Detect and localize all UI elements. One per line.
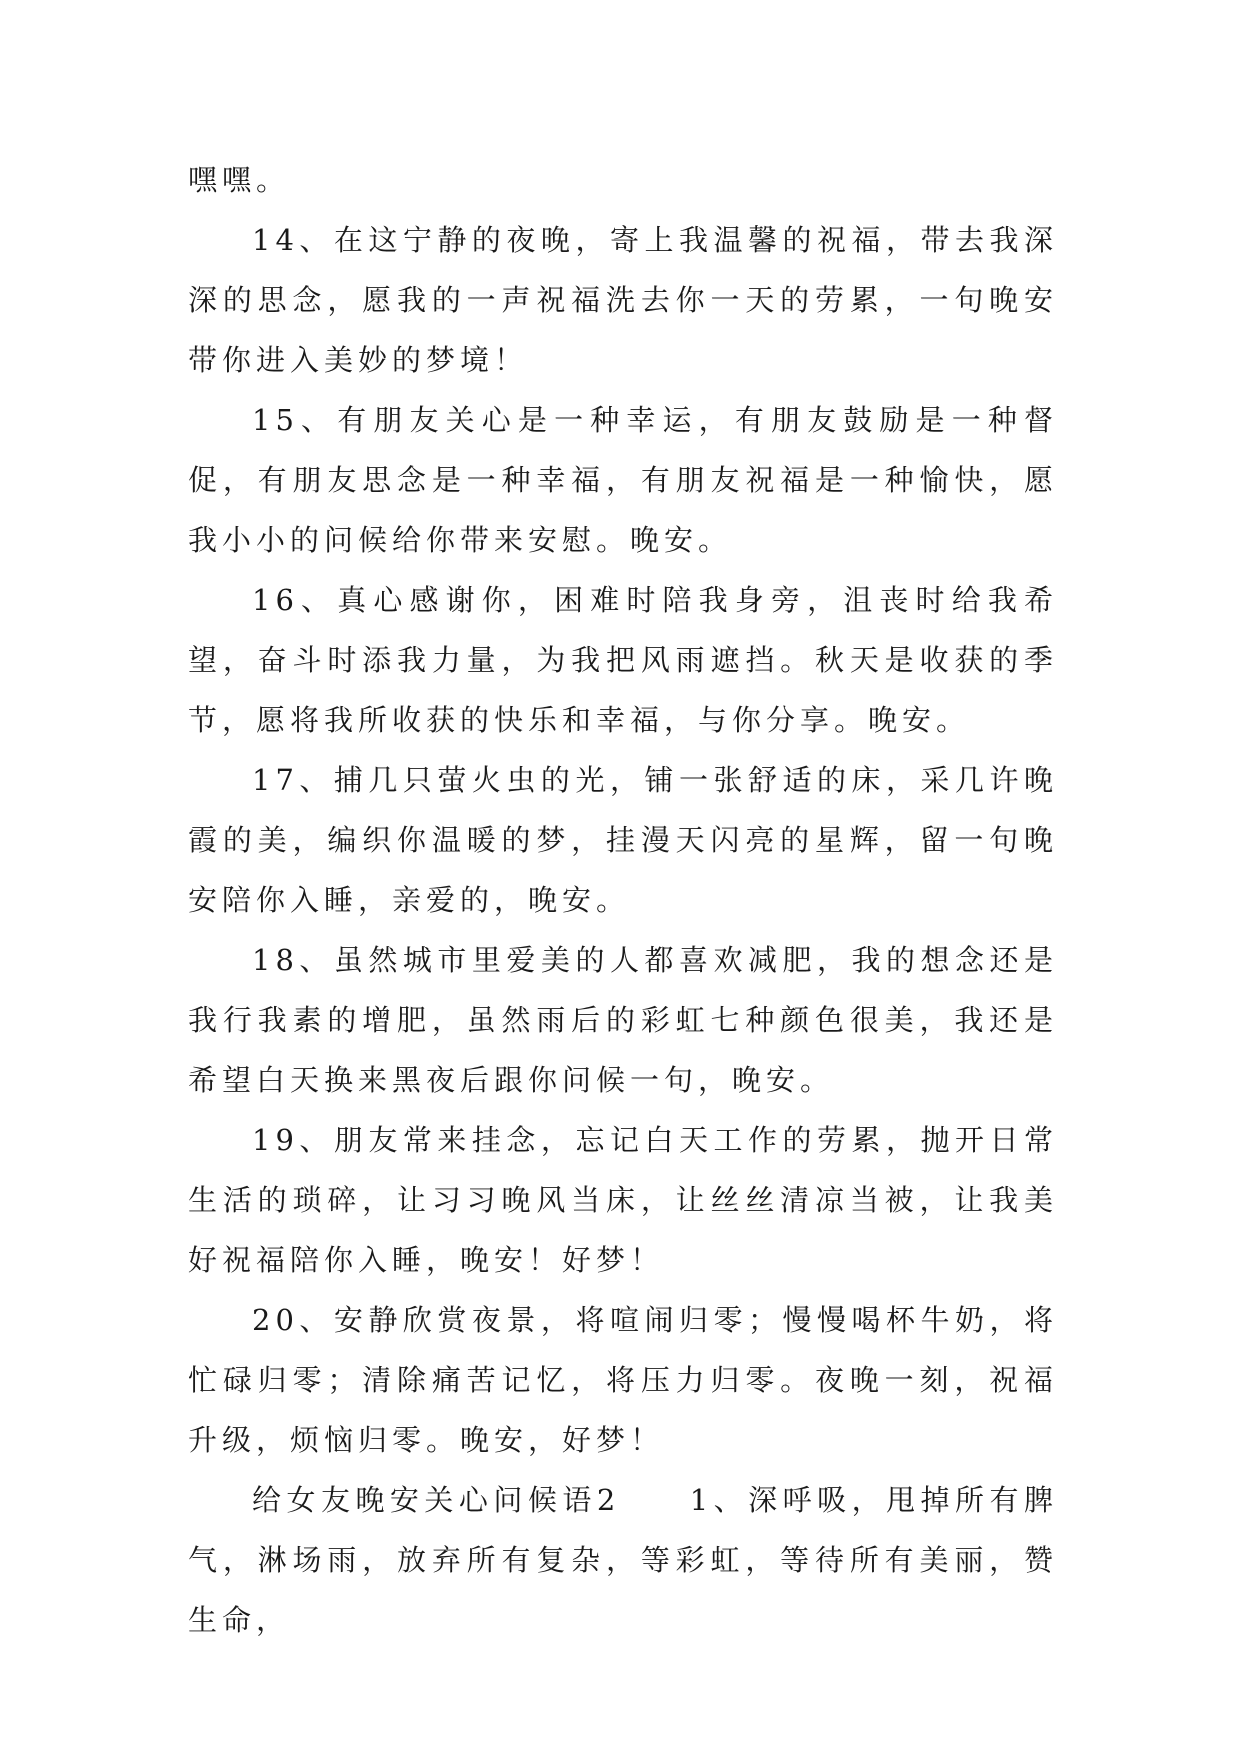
- paragraph-section-2-start: 给女友晚安关心问候语2 1、深呼吸，甩掉所有脾气，淋场雨，放弃所有复杂，等彩虹，等待所有美丽，赞生命，: [188, 1483, 1058, 1637]
- paragraph-item-16: 16、真心感谢你，困难时陪我身旁，沮丧时给我希望，奋斗时添我力量，为我把风雨遮挡。秋天是收获的季节，愿将我所收获的快乐和幸福，与你分享。晚安。: [188, 583, 1058, 737]
- paragraph-item-15: 15、有朋友关心是一种幸运，有朋友鼓励是一种督促，有朋友思念是一种幸福，有朋友祝福是一种愉快，愿我小小的问候给你带来安慰。晚安。: [188, 403, 1058, 557]
- paragraph-continuation: 嘿嘿。: [188, 163, 291, 197]
- paragraph-item-20: 20、安静欣赏夜景，将喧闹归零；慢慢喝杯牛奶，将忙碌归零；清除痛苦记忆，将压力归零。夜晚一刻，祝福升级，烦恼归零。晚安，好梦！: [188, 1303, 1058, 1457]
- paragraph-item-17: 17、捕几只萤火虫的光，铺一张舒适的床，采几许晚霞的美，编织你温暖的梦，挂漫天闪亮的星辉，留一句晚安陪你入睡，亲爱的，晚安。: [188, 763, 1058, 917]
- paragraph-item-14: 14、在这宁静的夜晚，寄上我温馨的祝福，带去我深深的思念，愿我的一声祝福洗去你一天的劳累，一句晚安带你进入美妙的梦境！: [188, 223, 1058, 377]
- document-body: [188, 150, 1058, 1650]
- paragraph-item-18: 18、虽然城市里爱美的人都喜欢减肥，我的想念还是我行我素的增肥，虽然雨后的彩虹七种颜色很美，我还是希望白天换来黑夜后跟你问候一句，晚安。: [188, 943, 1058, 1097]
- paragraph-item-19: 19、朋友常来挂念，忘记白天工作的劳累，抛开日常生活的琐碎，让习习晚风当床，让丝丝清凉当被，让我美好祝福陪你入睡，晚安！好梦！: [188, 1123, 1058, 1277]
